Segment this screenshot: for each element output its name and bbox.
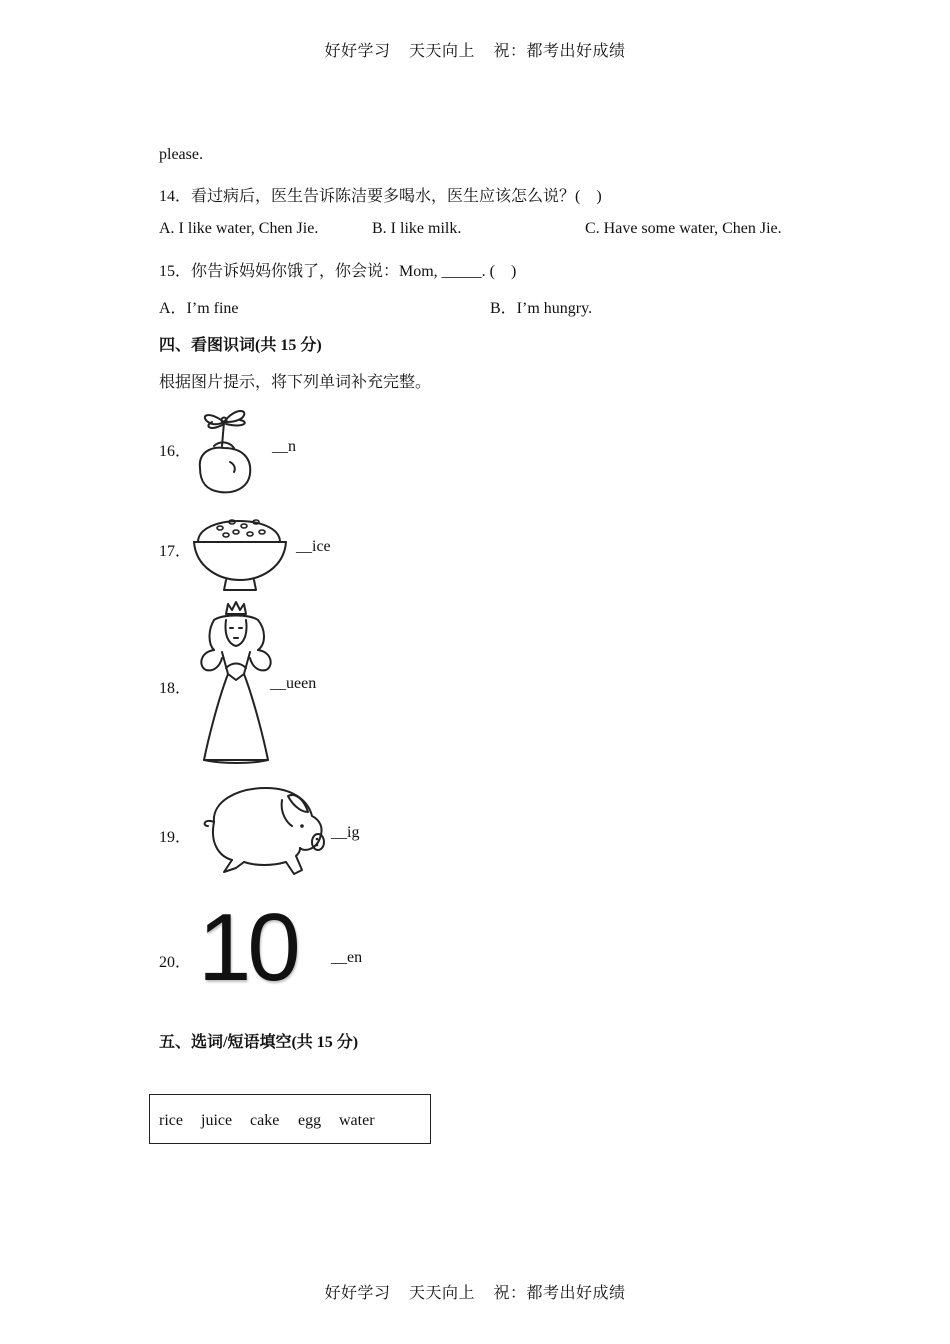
q13-carryover: please. (159, 146, 203, 163)
item-19-number: 19． (159, 829, 192, 846)
section-4-instruction: 根据图片提示，将下列单词补充完整。 (159, 374, 432, 391)
item-18-blank: __ueen (270, 675, 317, 692)
rice-bowl-icon (190, 502, 290, 596)
q15-option-a: A．I’m fine (159, 300, 239, 317)
word-bank-box (149, 1094, 431, 1144)
header-motto-1: 好好学习 (324, 43, 391, 60)
word-bank-item: juice (201, 1112, 233, 1129)
q15-stem: 15．你告诉妈妈你饿了，你会说：Mom, _____. ( ) (159, 263, 517, 280)
item-19-blank: __ig (331, 824, 360, 841)
section-4-title: 四、看图识词(共 15 分) (159, 337, 322, 354)
pig-icon (196, 782, 328, 882)
item-20-number: 20． (159, 954, 192, 971)
item-18-number: 18． (159, 680, 192, 697)
word-bank-item: cake (250, 1112, 280, 1129)
word-bank-item: rice (159, 1112, 183, 1129)
item-16-number: 16． (159, 443, 192, 460)
item-16-blank: __n (272, 438, 296, 455)
q14-option-c: C. Have some water, Chen Jie. (585, 220, 782, 237)
footer-motto-3: 祝：都考出好成绩 (493, 1285, 626, 1302)
q15-option-b: B．I’m hungry. (490, 300, 593, 317)
page-footer (0, 1280, 950, 1303)
number-ten-picture: 10 (198, 894, 297, 1001)
item-17-number: 17． (159, 543, 192, 560)
word-bank-item: egg (298, 1112, 322, 1129)
item-20-blank: __en (331, 949, 363, 966)
section-5-title: 五、选词/短语填空(共 15 分) (159, 1034, 359, 1051)
footer-motto-1: 好好学习 (324, 1285, 391, 1302)
queen-icon (192, 600, 282, 766)
item-17-blank: __ice (296, 538, 331, 555)
word-bank-item: water (339, 1112, 375, 1129)
header-motto-2: 天天向上 (408, 43, 475, 60)
header-motto-3: 祝：都考出好成绩 (493, 43, 626, 60)
q14-option-b: B. I like milk. (372, 220, 462, 237)
q14-stem: 14．看过病后，医生告诉陈洁要多喝水，医生应该怎么说？( ) (159, 188, 602, 205)
q14-option-a: A. I like water, Chen Jie. (159, 220, 319, 237)
page-header (0, 38, 950, 61)
footer-motto-2: 天天向上 (408, 1285, 475, 1302)
